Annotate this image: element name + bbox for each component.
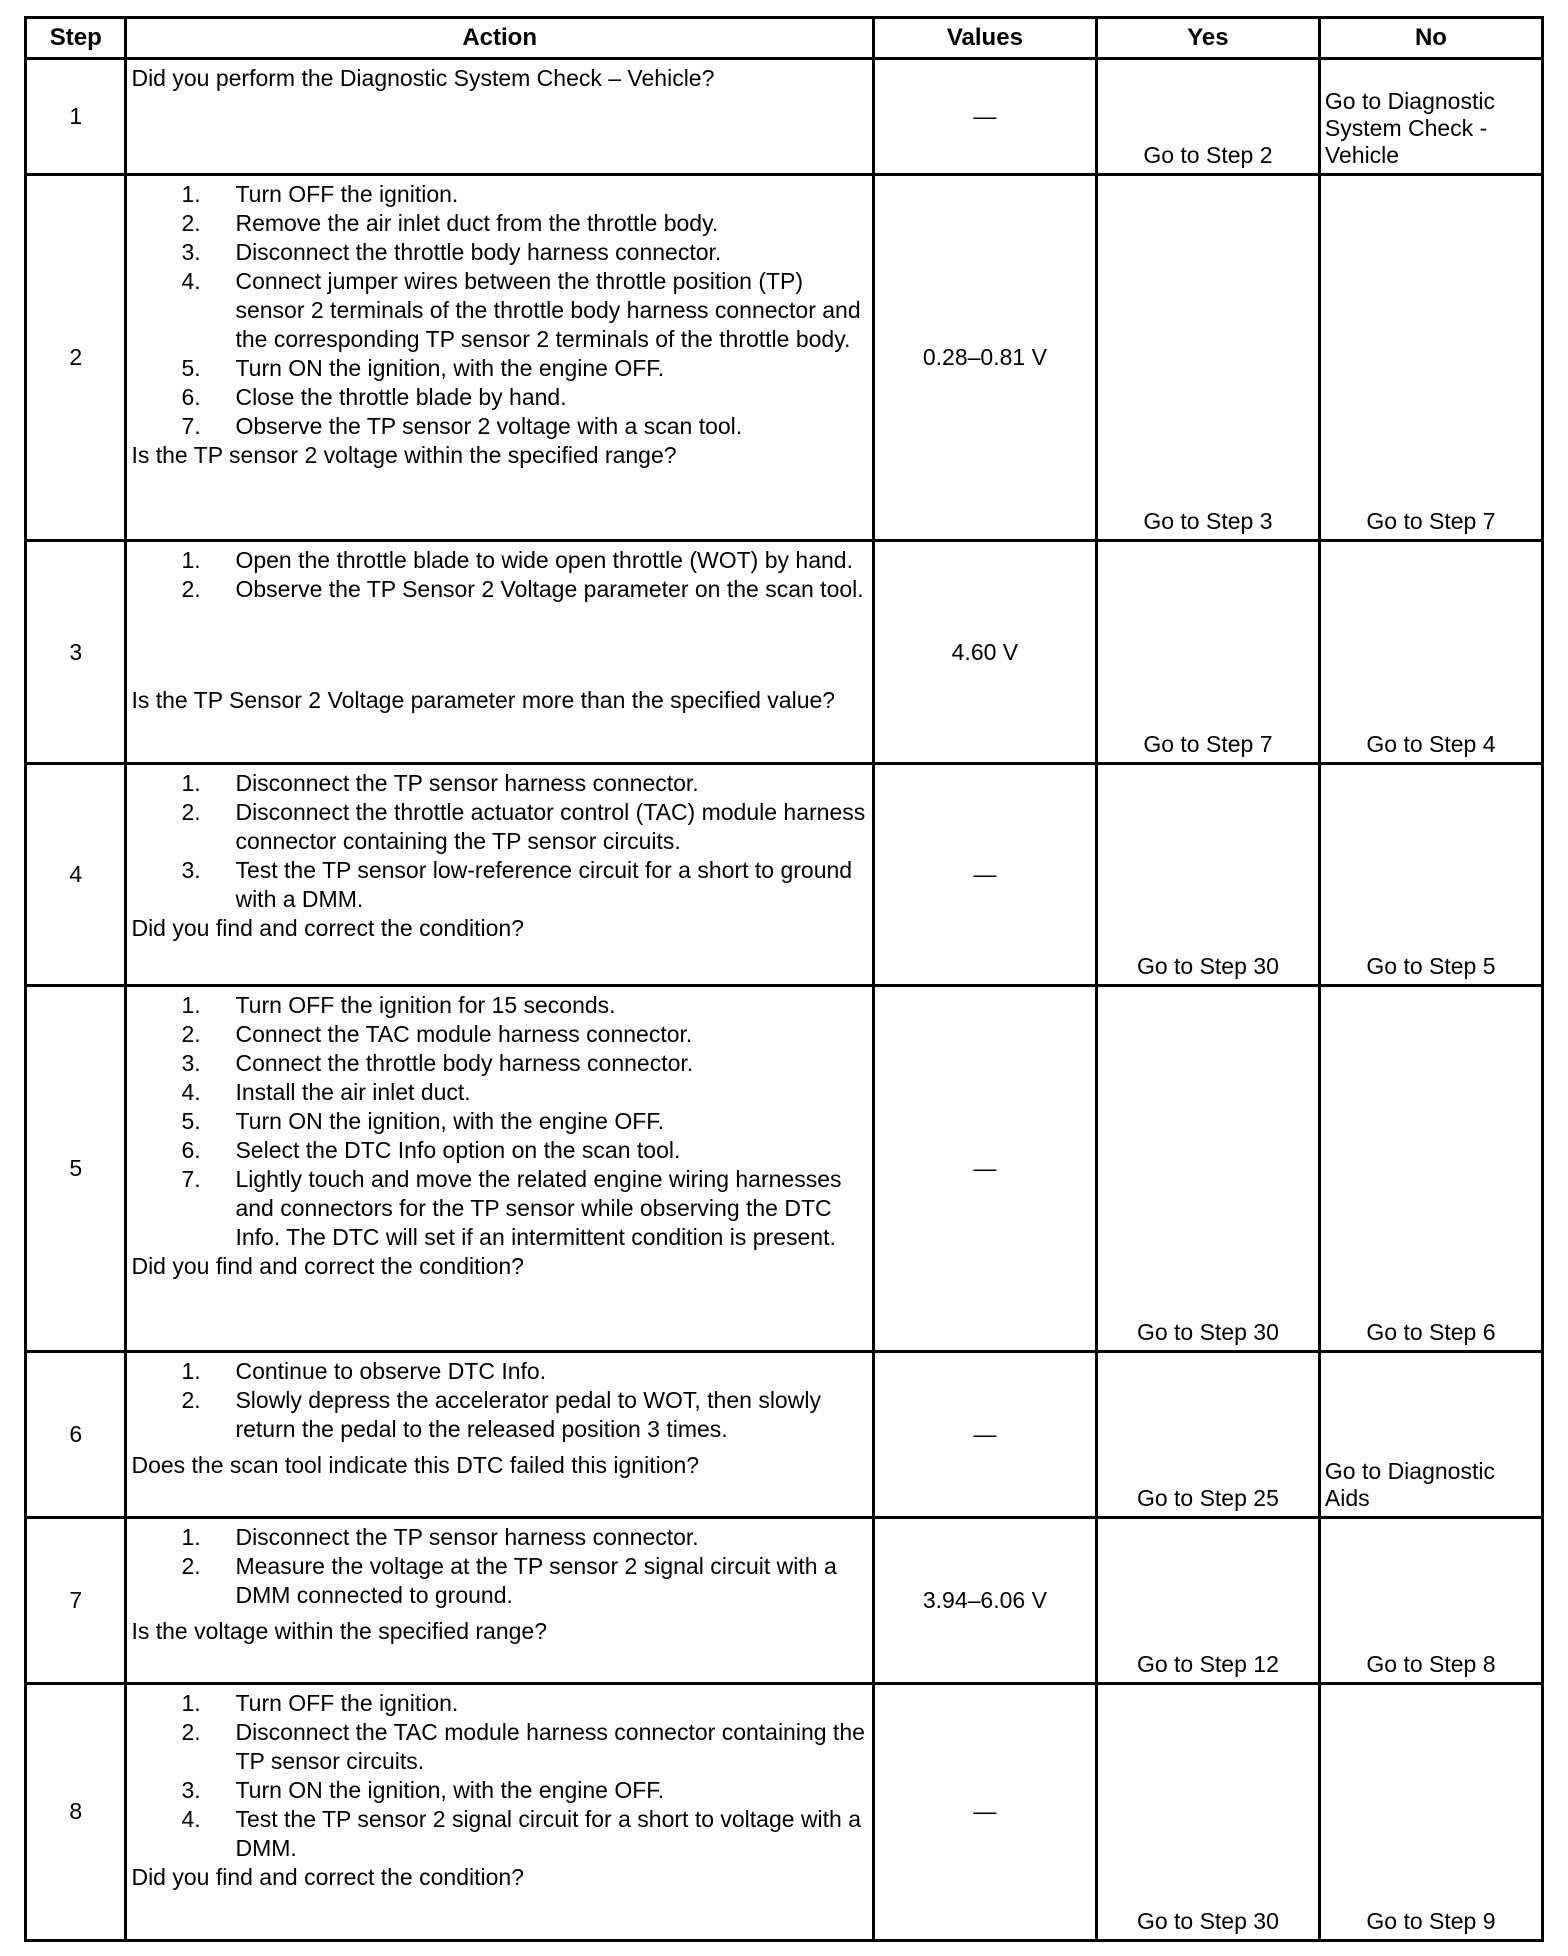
yes-cell: Go to Step 2 [1096, 59, 1319, 175]
action-question: Is the TP sensor 2 voltage within the specified range? [131, 442, 677, 469]
yes-cell: Go to Step 30 [1096, 986, 1319, 1352]
value-cell: — [873, 59, 1096, 175]
action-steps-list [131, 1689, 865, 1863]
action-step-text: Open the throttle blade to wide open throttle (WOT) by hand. [235, 547, 853, 574]
yes-cell: Go to Step 30 [1096, 763, 1319, 986]
table-row [26, 175, 1543, 541]
table-row [26, 986, 1543, 1352]
action-step-item [131, 1357, 865, 1386]
action-step-text: Slowly depress the accelerator pedal to WOT, then slowly return the pedal to the released position 3 times. [235, 1387, 821, 1443]
action-step-item [131, 1020, 865, 1049]
action-question: Does the scan tool indicate this DTC failed this ignition? [131, 1452, 700, 1479]
table-row [26, 541, 1543, 764]
action-step-text: Disconnect the TP sensor harness connector. [235, 1524, 699, 1551]
action-cell [126, 1518, 873, 1684]
action-step-text: Measure the voltage at the TP sensor 2 signal circuit with a DMM connected to ground. [235, 1553, 837, 1609]
step-number: 8 [26, 1683, 126, 1940]
action-question: Is the TP Sensor 2 Voltage parameter more than the specified value? [131, 687, 836, 714]
header-yes: Yes [1096, 18, 1319, 59]
action-step-item [131, 1776, 865, 1805]
table-row [26, 1518, 1543, 1684]
action-step-text: Test the TP sensor 2 signal circuit for a short to voltage with a DMM. [235, 1805, 862, 1861]
action-step-item [131, 1049, 865, 1078]
value-cell: — [873, 1683, 1096, 1940]
step-number: 2 [26, 175, 126, 541]
yes-cell: Go to Step 12 [1096, 1518, 1319, 1684]
action-cell [126, 541, 873, 764]
action-step-item [131, 238, 865, 267]
header-action: Action [126, 18, 873, 59]
action-step-text: Connect jumper wires between the throttle position (TP) sensor 2 terminals of the throttle body harness connector and the corresponding TP sensor 2 terminals of the throttle body. [235, 268, 861, 353]
action-step-item [131, 1689, 865, 1718]
action-step-item [131, 1165, 865, 1252]
action-question: Did you find and correct the condition? [131, 1863, 524, 1890]
value-cell: 0.28–0.81 V [873, 175, 1096, 541]
action-step-number: 2. [181, 798, 201, 825]
action-step-text: Test the TP sensor low-reference circuit for a short to ground with a DMM. [235, 856, 853, 912]
action-step-number: 2. [181, 210, 201, 237]
action-step-item [131, 180, 865, 209]
action-steps-list [131, 546, 865, 604]
table-row [26, 59, 1543, 175]
action-step-number: 5. [181, 1108, 201, 1135]
table-body [26, 59, 1543, 1941]
no-cell: Go to Diagnostic Aids [1319, 1352, 1542, 1518]
action-step-number: 2. [181, 1021, 201, 1048]
action-step-number: 2. [181, 1553, 201, 1580]
no-cell: Go to Diagnostic System Check - Vehicle [1319, 59, 1542, 175]
action-step-item [131, 267, 865, 354]
value-cell: — [873, 1352, 1096, 1518]
action-step-number: 6. [181, 1137, 201, 1164]
action-question: Is the voltage within the specified range? [131, 1618, 547, 1645]
no-cell: Go to Step 7 [1319, 175, 1542, 541]
action-step-text: Connect the TAC module harness connector. [235, 1021, 693, 1048]
action-step-text: Select the DTC Info option on the scan tool. [235, 1137, 681, 1164]
step-number: 5 [26, 986, 126, 1352]
action-steps-list [131, 180, 865, 441]
action-steps-list [131, 769, 865, 914]
action-step-text: Turn ON the ignition, with the engine OFF. [235, 355, 665, 382]
action-step-number: 7. [181, 1166, 201, 1193]
action-step-text: Continue to observe DTC Info. [235, 1358, 547, 1385]
action-step-text: Disconnect the throttle actuator control (TAC) module harness connector containing the TP sensor circuits. [235, 798, 866, 854]
step-number: 6 [26, 1352, 126, 1518]
table-row [26, 1352, 1543, 1518]
value-cell: 3.94–6.06 V [873, 1518, 1096, 1684]
action-step-number: 4. [181, 1805, 201, 1832]
action-step-item [131, 798, 865, 856]
action-step-number: 2. [181, 1387, 201, 1414]
action-step-text: Close the throttle blade by hand. [235, 384, 567, 411]
table-row [26, 1683, 1543, 1940]
header-step: Step [26, 18, 126, 59]
action-step-number: 3. [181, 1776, 201, 1803]
action-step-item [131, 1718, 865, 1776]
action-step-number: 3. [181, 239, 201, 266]
action-cell [126, 1683, 873, 1940]
no-cell: Go to Step 4 [1319, 541, 1542, 764]
value-cell: — [873, 763, 1096, 986]
action-step-text: Lightly touch and move the related engine wiring harnesses and connectors for the TP sensor while observing the DTC Info. The DTC will set if an intermittent condition is present. [235, 1166, 842, 1251]
action-step-number: 1. [181, 992, 201, 1019]
action-question: Did you find and correct the condition? [131, 1253, 524, 1280]
action-step-item [131, 1386, 865, 1444]
action-cell [126, 59, 873, 175]
action-steps-list [131, 991, 865, 1252]
no-cell: Go to Step 8 [1319, 1518, 1542, 1684]
action-step-item [131, 1078, 865, 1107]
action-cell [126, 1352, 873, 1518]
step-number: 3 [26, 541, 126, 764]
diagnostic-table [24, 16, 1544, 1942]
action-steps-list [131, 1357, 865, 1444]
action-step-text: Connect the throttle body harness connector. [235, 1050, 694, 1077]
action-cell [126, 763, 873, 986]
action-step-text: Install the air inlet duct. [235, 1079, 471, 1106]
yes-cell: Go to Step 25 [1096, 1352, 1319, 1518]
action-step-number: 4. [181, 1079, 201, 1106]
action-step-item [131, 354, 865, 383]
action-step-number: 3. [181, 856, 201, 883]
action-step-item [131, 991, 865, 1020]
action-step-item [131, 1136, 865, 1165]
action-step-number: 2. [181, 576, 201, 603]
action-step-text: Turn ON the ignition, with the engine OFF. [235, 1776, 665, 1803]
action-step-text: Turn OFF the ignition. [235, 181, 459, 208]
value-cell: — [873, 986, 1096, 1352]
action-step-item [131, 575, 865, 604]
no-cell: Go to Step 6 [1319, 986, 1542, 1352]
action-question: Did you perform the Diagnostic System Check – Vehicle? [131, 65, 715, 91]
action-step-item [131, 546, 865, 575]
action-step-text: Disconnect the TAC module harness connector containing the TP sensor circuits. [235, 1718, 865, 1774]
action-step-item [131, 1552, 865, 1610]
yes-cell: Go to Step 3 [1096, 175, 1319, 541]
action-step-item [131, 769, 865, 798]
action-step-item [131, 856, 865, 914]
action-cell [126, 986, 873, 1352]
action-step-number: 1. [181, 547, 201, 574]
action-step-item [131, 209, 865, 238]
value-cell: 4.60 V [873, 541, 1096, 764]
action-step-number: 1. [181, 769, 201, 796]
action-step-text: Remove the air inlet duct from the throttle body. [235, 210, 719, 237]
action-step-number: 3. [181, 1050, 201, 1077]
action-step-text: Turn OFF the ignition for 15 seconds. [235, 992, 616, 1019]
action-question: Did you find and correct the condition? [131, 914, 524, 941]
action-step-text: Observe the TP Sensor 2 Voltage parameter on the scan tool. [235, 576, 864, 603]
action-step-number: 1. [181, 181, 201, 208]
action-step-item [131, 1107, 865, 1136]
step-number: 7 [26, 1518, 126, 1684]
action-steps-list [131, 1523, 865, 1610]
header-values: Values [873, 18, 1096, 59]
header-no: No [1319, 18, 1542, 59]
action-step-number: 4. [181, 268, 201, 295]
action-cell [126, 175, 873, 541]
step-number: 4 [26, 763, 126, 986]
action-step-text: Disconnect the TP sensor harness connector. [235, 769, 699, 796]
action-step-text: Observe the TP sensor 2 voltage with a scan tool. [235, 413, 743, 440]
action-step-text: Turn OFF the ignition. [235, 1689, 459, 1716]
header-row [26, 18, 1543, 59]
action-step-number: 5. [181, 355, 201, 382]
action-step-text: Turn ON the ignition, with the engine OFF. [235, 1108, 665, 1135]
action-step-item [131, 383, 865, 412]
action-step-text: Disconnect the throttle body harness connector. [235, 239, 722, 266]
step-number: 1 [26, 59, 126, 175]
table-row [26, 763, 1543, 986]
action-step-number: 7. [181, 413, 201, 440]
action-step-item [131, 1523, 865, 1552]
yes-cell: Go to Step 7 [1096, 541, 1319, 764]
action-step-number: 1. [181, 1524, 201, 1551]
action-step-item [131, 1805, 865, 1863]
action-step-number: 1. [181, 1689, 201, 1716]
no-cell: Go to Step 9 [1319, 1683, 1542, 1940]
action-step-number: 6. [181, 384, 201, 411]
action-step-item [131, 412, 865, 441]
no-cell: Go to Step 5 [1319, 763, 1542, 986]
action-step-number: 2. [181, 1718, 201, 1745]
action-step-number: 1. [181, 1358, 201, 1385]
yes-cell: Go to Step 30 [1096, 1683, 1319, 1940]
